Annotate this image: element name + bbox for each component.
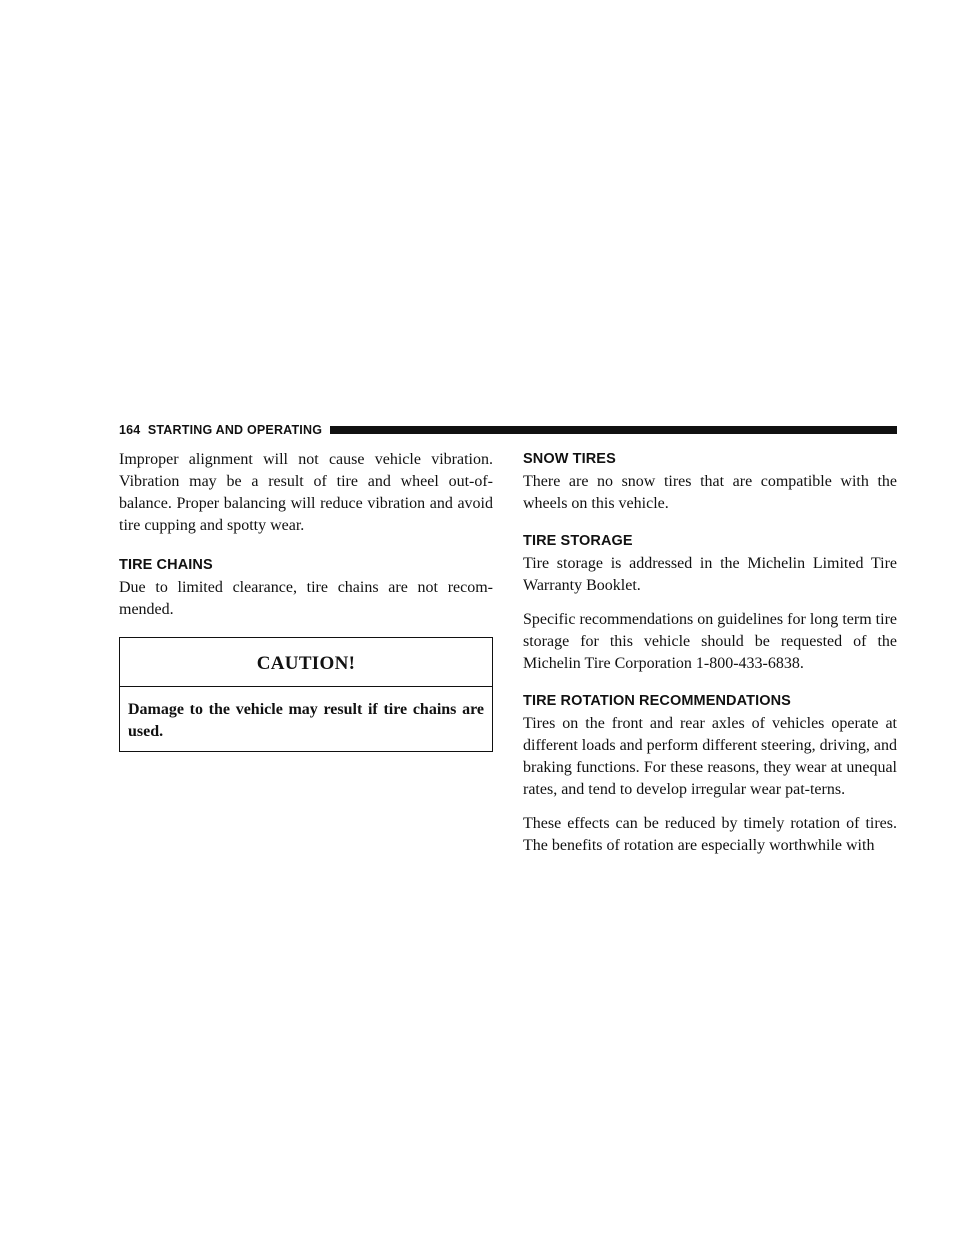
tire-storage-paragraph-1: Tire storage is addressed in the Michelin Limited Tire Warranty Booklet. — [523, 555, 897, 594]
alignment-paragraph: Improper alignment will not cause vehicle vibration. Vibration may be a result of tire and wheel out-of-balance. Proper balancing will reduce vibration and avoid tire cupping and spotty wear. — [119, 451, 493, 534]
tire-storage-heading: TIRE STORAGE — [523, 533, 633, 549]
left-column — [119, 449, 493, 752]
caution-box — [119, 637, 493, 752]
right-column — [523, 449, 897, 869]
snow-tires-heading: SNOW TIRES — [523, 451, 616, 467]
tire-rotation-paragraph-2: These effects can be reduced by timely rotation of tires. The benefits of rotation are especially worthwhile with — [523, 815, 897, 854]
tire-rotation-heading: TIRE ROTATION RECOMMENDATIONS — [523, 693, 791, 709]
tire-chains-paragraph: Due to limited clearance, tire chains are not recom-mended. — [119, 579, 493, 618]
section-title: STARTING AND OPERATING — [147, 423, 323, 437]
header-rule — [330, 426, 897, 434]
tire-rotation-paragraph-1: Tires on the front and rear axles of vehicles operate at different loads and perform different steering, driving, and braking functions. For these reasons, they wear at unequal rates, and tend to develop irregular wear pat-terns. — [523, 715, 897, 798]
page-number: 164 — [119, 423, 141, 437]
page-header — [119, 422, 897, 438]
page-header-text — [119, 423, 330, 437]
snow-tires-paragraph: There are no snow tires that are compatible with the wheels on this vehicle. — [523, 473, 897, 512]
tire-storage-paragraph-2: Specific recommendations on guidelines for long term tire storage for this vehicle should be requested of the Michelin Tire Corporation 1-800-433-6838. — [523, 611, 897, 672]
caution-body: Damage to the vehicle may result if tire chains are used. — [128, 701, 484, 740]
caution-title: CAUTION! — [120, 638, 492, 687]
tire-chains-heading: TIRE CHAINS — [119, 557, 213, 573]
